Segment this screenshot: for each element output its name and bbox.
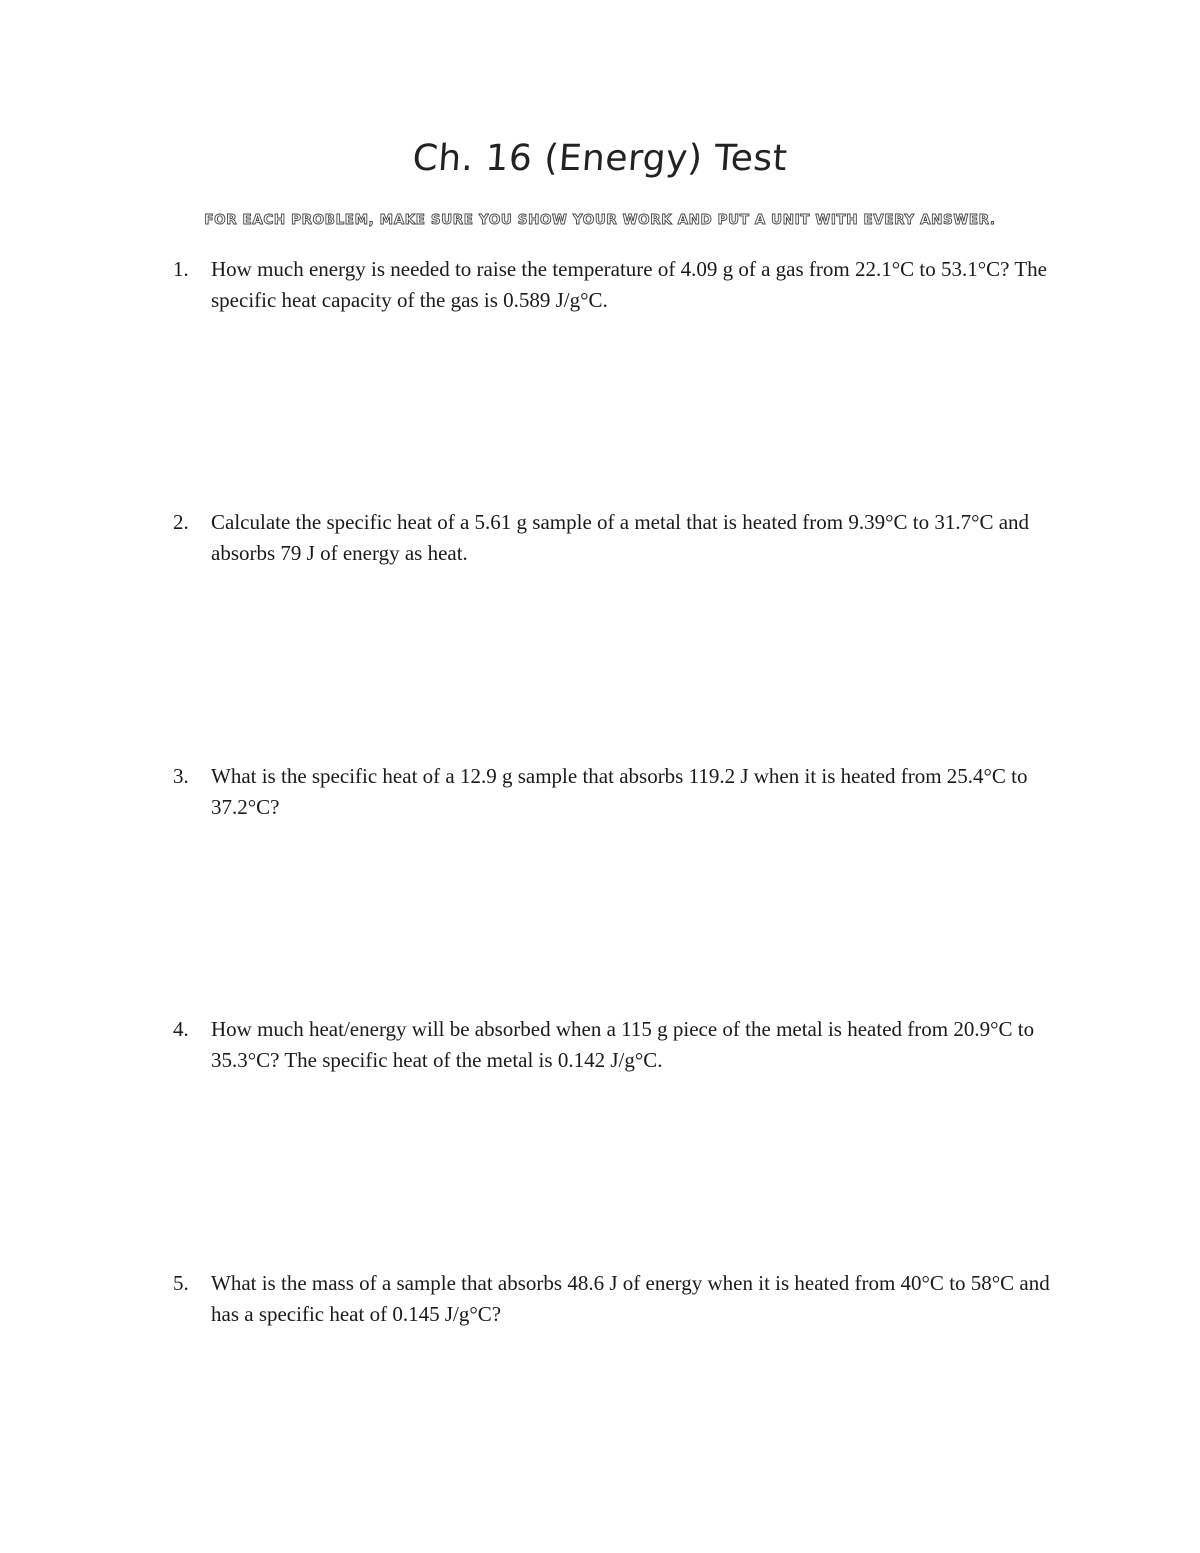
question-item: [170, 507, 1070, 569]
question-number: 1.: [173, 257, 189, 281]
question-text: What is the specific heat of a 12.9 g sample that absorbs 119.2 J when it is heated from 25.4°C to 37.2°C?: [211, 764, 1028, 819]
question-text: What is the mass of a sample that absorbs 48.6 J of energy when it is heated from 40°C to 58°C and has a specific heat of 0.145 J/g°C?: [211, 1271, 1050, 1326]
question-number: 3.: [173, 764, 189, 788]
question-number: 5.: [173, 1271, 189, 1295]
question-text: How much energy is needed to raise the temperature of 4.09 g of a gas from 22.1°C to 53.1°C? The specific heat capacity of the gas is 0.589 J/g°C.: [211, 257, 1047, 312]
instructions-text: FOR EACH PROBLEM, MAKE SURE YOU SHOW YOUR WORK AND PUT A UNIT WITH EVERY ANSWER.: [204, 212, 996, 228]
question-item: [170, 1268, 1070, 1330]
question-item: [170, 1014, 1070, 1076]
question-text: Calculate the specific heat of a 5.61 g sample of a metal that is heated from 9.39°C to 31.7°C and absorbs 79 J of energy as heat.: [211, 510, 1030, 565]
question-text: How much heat/energy will be absorbed when a 115 g piece of the metal is heated from 20.9°C to 35.3°C? The specific heat of the metal is 0.142 J/g°C.: [211, 1017, 1035, 1072]
question-number: 4.: [173, 1017, 189, 1041]
question-item: [170, 254, 1070, 316]
question-item: [170, 761, 1070, 823]
question-number: 2.: [173, 510, 189, 534]
page-title: Ch. 16 (Energy) Test: [411, 138, 789, 179]
